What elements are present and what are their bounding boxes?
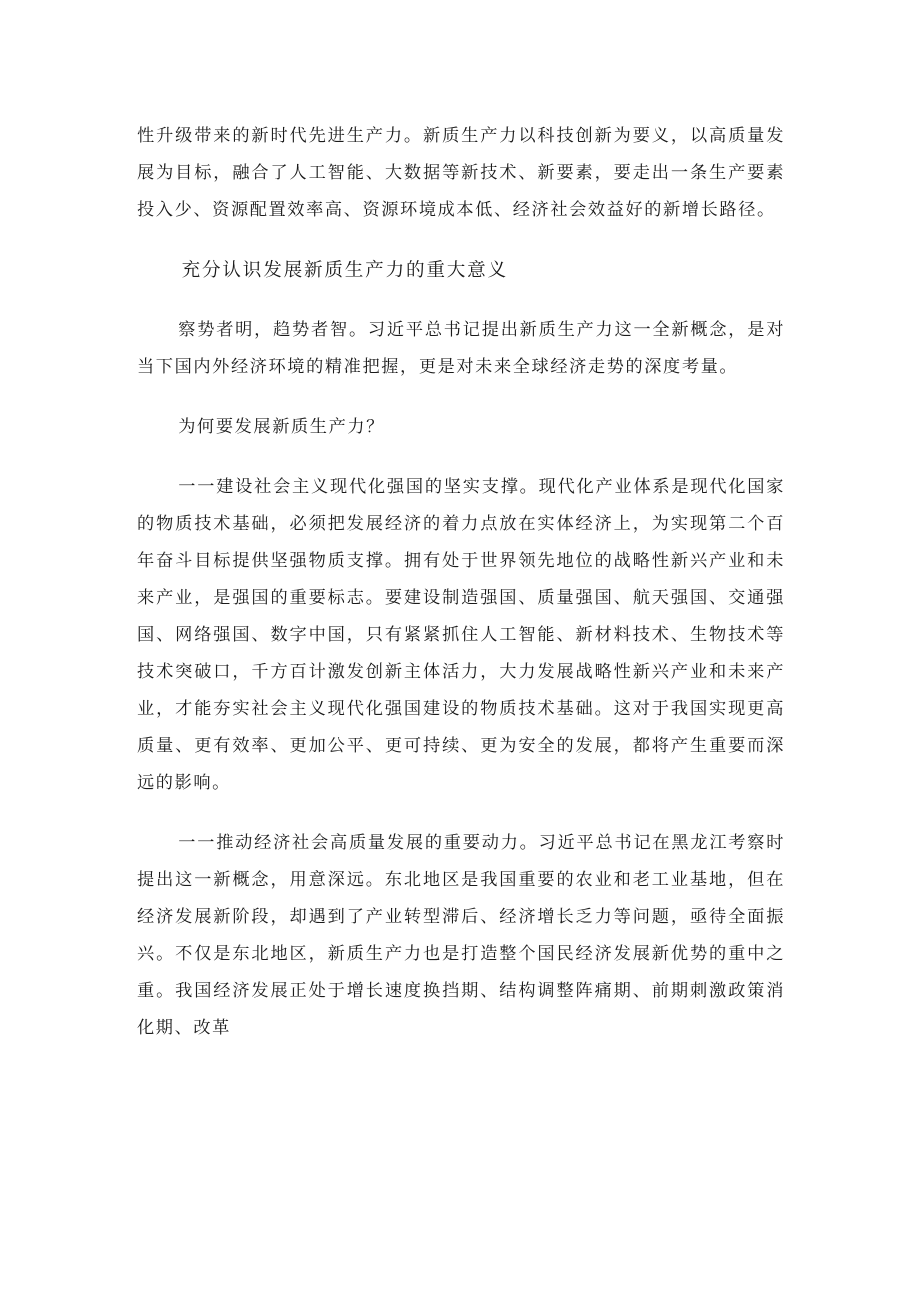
paragraph-continuation: 性升级带来的新时代先进生产力。新质生产力以科技创新为要义，以高质量发展为目标，融合了人工智能、大数据等新技术、新要素，要走出一条生产要素投入少、资源配置效率高、资源环境成本低、经济社会效益好的新增长路径。 xyxy=(137,126,785,220)
paragraph-intro: 察势者明，趋势者智。习近平总书记提出新质生产力这一全新概念，是对当下国内外经济环境的精准把握，更是对未来全球经济走势的深度考量。 xyxy=(137,320,785,377)
section-heading: 充分认识发展新质生产力的重大意义 xyxy=(181,260,508,281)
paragraph-point-1: 一一建设社会主义现代化强国的坚实支撑。现代化产业体系是现代化国家的物质技术基础，必须把发展经济的着力点放在实体经济上，为实现第二个百年奋斗目标提供坚强物质支撑。拥有处于世界领先地位的战略性新兴产业和未来产业，是强国的重要标志。要建设制造强国、质量强国、航天强国、交通强国、网络强国、数字中国，只有紧紧抓住人工智能、新材料技术、生物技术等技术突破口，千方百计激发创新主体活力，大力发展战略性新兴产业和未来产业，才能夯实社会主义现代化强国建设的物质技术基础。这对于我国实现更高质量、更有效率、更加公平、更可持续、更为安全的发展，都将产生重要而深远的影响。 xyxy=(137,477,785,793)
document-body xyxy=(137,118,785,1070)
paragraph-point-2: 一一推动经济社会高质量发展的重要动力。习近平总书记在黑龙江考察时提出这一新概念，用意深远。东北地区是我国重要的农业和老工业基地，但在经济发展新阶段，却遇到了产业转型滞后、经济增长乏力等问题，亟待全面振兴。不仅是东北地区，新质生产力也是打造整个国民经济发展新优势的重中之重。我国经济发展正处于增长速度换挡期、结构调整阵痛期、前期刺激政策消化期、改革 xyxy=(137,833,785,1038)
question-subheading: 为何要发展新质生产力？ xyxy=(178,417,385,437)
